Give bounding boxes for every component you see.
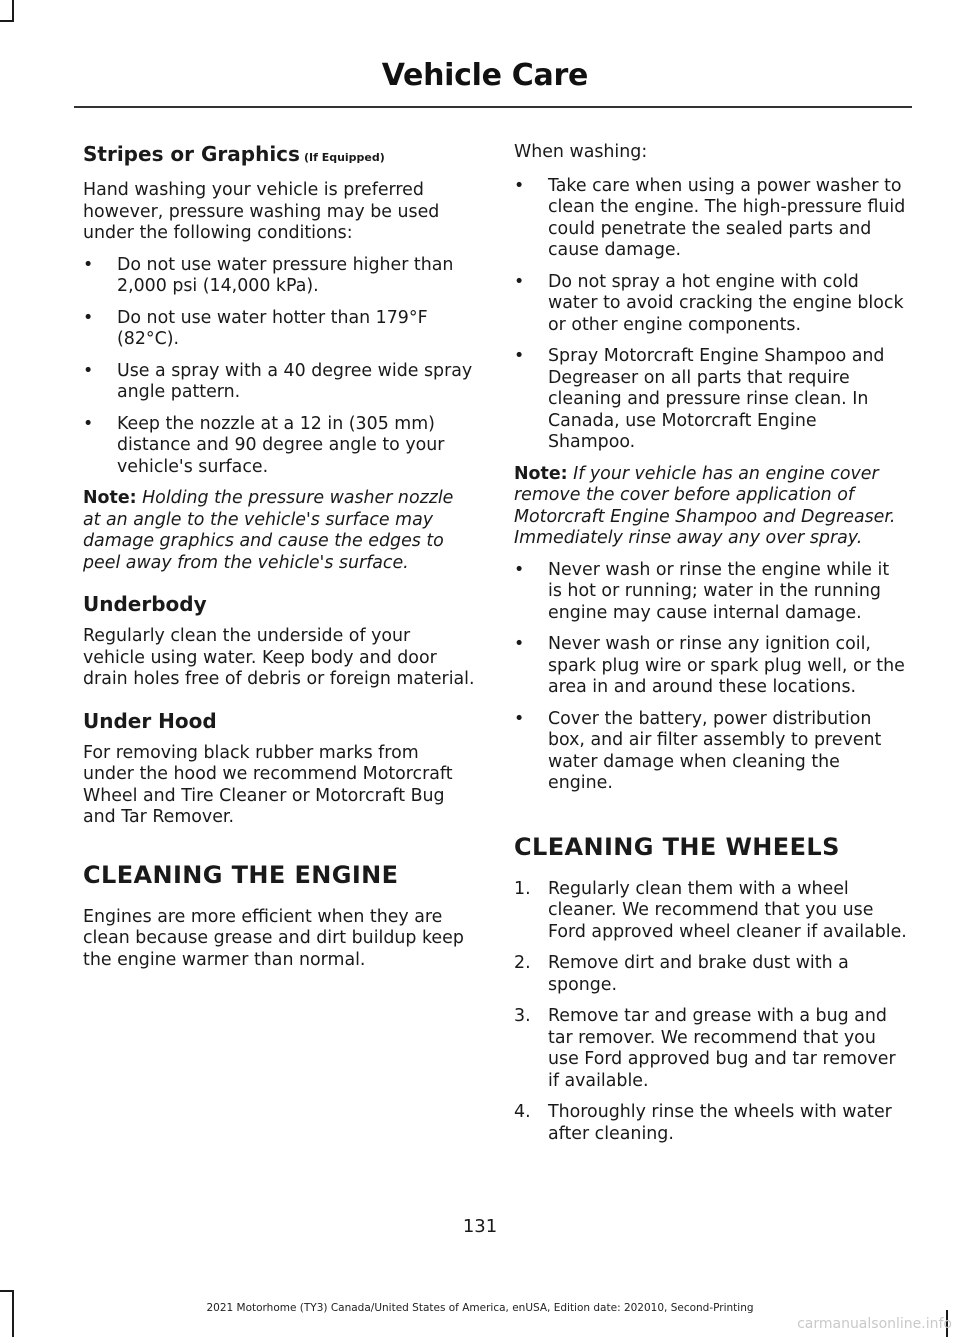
- underbody-text: Regularly clean the underside of your vehicle using water. Keep body and door drain holes free of debris or foreign material.: [83, 626, 475, 689]
- list-item: [514, 634, 908, 699]
- note-text: Holding the pressure washer nozzle at an angle to the vehicle's surface may damage graphics and cause the edges to peel away from the vehicle's surface.: [83, 488, 454, 573]
- bullet-icon: •: [514, 634, 525, 654]
- list-item-text: Take care when using a power washer to clean the engine. The high-pressure fluid could penetrate the sealed parts and cause damage.: [548, 175, 906, 260]
- step-number: 1.: [514, 878, 531, 899]
- washing-note: [514, 464, 908, 550]
- list-item-text: Keep the nozzle at a 12 in (305 mm) distance and 90 degree angle to your vehicle's surface.: [117, 413, 445, 477]
- list-item-text: Do not spray a hot engine with cold water to avoid cracking the engine block or other engine components.: [548, 271, 904, 335]
- stripes-heading: [83, 142, 475, 170]
- list-item-text: Never wash or rinse the engine while it is hot or running; water in the running engine may cause internal damage.: [548, 559, 890, 623]
- crop-mark: [12, 0, 14, 20]
- step-number: 2.: [514, 953, 531, 973]
- bullet-icon: •: [83, 307, 94, 328]
- under-hood-text: For removing black rubber marks from under the hood we recommend Motorcraft Wheel and Tire Cleaner or Motorcraft Bug and Tar Remover.: [83, 742, 453, 827]
- list-item: [514, 560, 908, 625]
- list-item: [514, 879, 908, 944]
- list-item: [514, 1102, 908, 1145]
- washing-bullet-list: [514, 176, 908, 454]
- list-item: [514, 272, 908, 337]
- list-item-text: Thoroughly rinse the wheels with water after cleaning.: [548, 1102, 892, 1144]
- list-item-text: Remove dirt and brake dust with a sponge.: [548, 953, 849, 995]
- list-item-text: Regularly clean them with a wheel cleaner. We recommend that you use Ford approved wheel cleaner if available.: [548, 878, 907, 942]
- cleaning-engine-heading: CLEANING THE ENGINE: [83, 860, 399, 889]
- page-title: Vehicle Care: [381, 58, 588, 93]
- list-item: [514, 953, 908, 996]
- crop-mark: [0, 20, 14, 22]
- bullet-icon: •: [514, 708, 525, 729]
- list-item-text: Use a spray with a 40 degree wide spray angle pattern.: [117, 360, 473, 402]
- note-label: Note:: [83, 488, 137, 508]
- cleaning-wheels-heading: CLEANING THE WHEELS: [514, 832, 840, 861]
- bullet-icon: •: [83, 360, 94, 381]
- list-item-text: Cover the battery, power distribution box, and air filter assembly to prevent water damage when cleaning the engine.: [548, 708, 882, 793]
- list-item: [83, 361, 475, 404]
- bullet-icon: •: [83, 413, 94, 434]
- bullet-icon: •: [514, 271, 525, 292]
- bullet-icon: •: [514, 346, 525, 366]
- list-item-text: Do not use water hotter than 179°F (82°C).: [117, 307, 428, 349]
- washing-bullet-list-2: [514, 560, 908, 795]
- list-item: [514, 1006, 908, 1092]
- stripes-intro: Hand washing your vehicle is preferred however, pressure washing may be used under the following conditions:: [83, 180, 440, 243]
- note-text: If your vehicle has an engine cover remove the cover before application of Motorcraft Engine Shampoo and Degreaser. Immediately rinse away any over spray.: [514, 463, 896, 548]
- wheels-step-list: [514, 879, 908, 1146]
- list-item: [514, 176, 908, 262]
- list-item-text: Do not use water pressure higher than 2,000 psi (14,000 kPa).: [117, 254, 454, 296]
- step-number: 3.: [514, 1006, 531, 1026]
- stripes-heading-text: Stripes or Graphics: [83, 142, 300, 166]
- right-column: [514, 142, 908, 1155]
- list-item: [83, 255, 475, 298]
- cleaning-engine-text: Engines are more efficient when they are clean because grease and dirt buildup keep the engine warmer than normal.: [83, 906, 464, 970]
- list-item: [514, 346, 908, 454]
- note-label: Note:: [514, 463, 568, 484]
- list-item-text: Remove tar and grease with a bug and tar remover. We recommend that you use Ford approved bug and tar remover if available.: [548, 1006, 896, 1091]
- under-hood-heading: Under Hood: [83, 708, 217, 733]
- stripes-note: [83, 488, 475, 574]
- underbody-heading: Underbody: [83, 592, 207, 616]
- step-number: 4.: [514, 1102, 531, 1122]
- list-item: [83, 414, 475, 479]
- list-item-text: Never wash or rinse any ignition coil, spark plug wire or spark plug well, or the area in and around these locations.: [548, 634, 905, 697]
- bullet-icon: •: [514, 559, 525, 580]
- list-item: [514, 709, 908, 795]
- list-item: [83, 308, 475, 351]
- stripes-bullet-list: [83, 255, 475, 479]
- left-column: [83, 142, 475, 981]
- header-divider: [74, 106, 912, 108]
- stripes-heading-note: (If Equipped): [303, 151, 385, 164]
- footer-edition: 2021 Motorhome (TY3) Canada/United States of America, enUSA, Edition date: 202010, Second-Printing: [206, 1302, 754, 1314]
- list-item-text: Spray Motorcraft Engine Shampoo and Degreaser on all parts that require cleaning and pressure rinse clean. In Canada, use Motorcraft Engine Shampoo.: [548, 346, 885, 452]
- crop-mark: [0, 1290, 14, 1292]
- watermark: carmanualsonline.info: [797, 1316, 952, 1332]
- bullet-icon: •: [83, 254, 94, 275]
- washing-intro: When washing:: [514, 142, 648, 162]
- bullet-icon: •: [514, 175, 525, 196]
- page-number: 131: [462, 1216, 498, 1237]
